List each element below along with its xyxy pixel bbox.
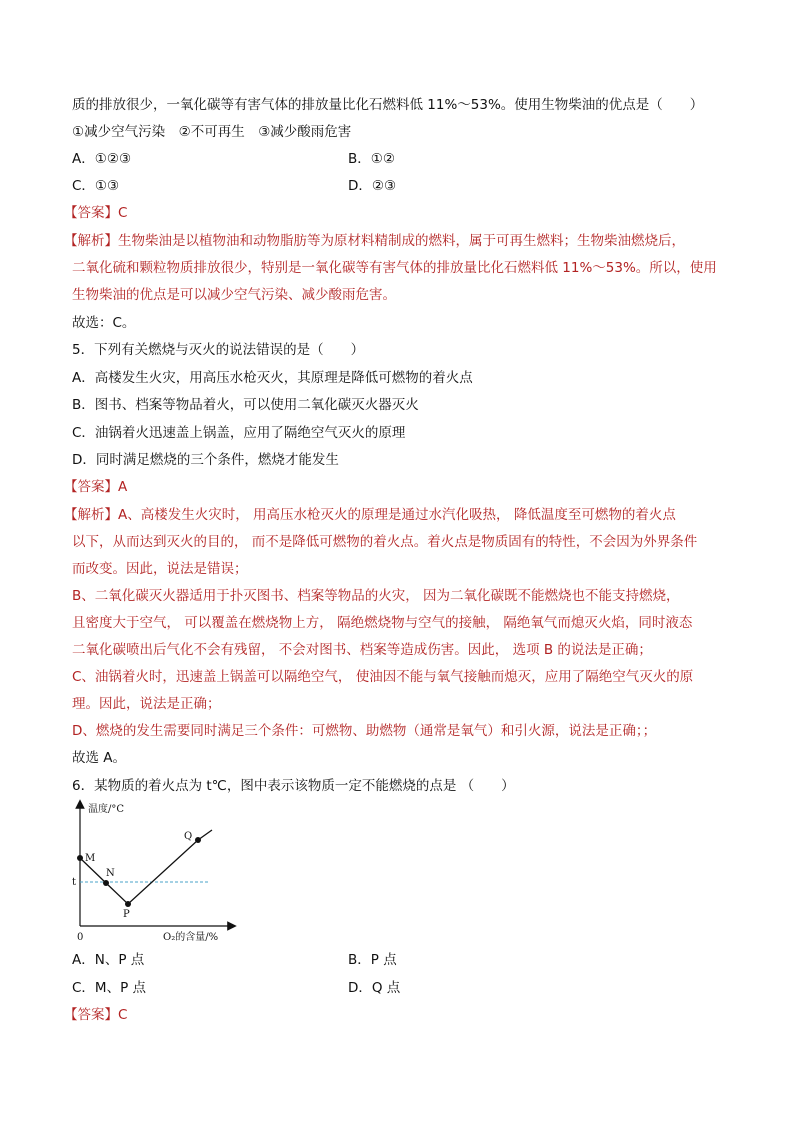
q5-analysis-9: D、燃烧的发生需要同时满足三个条件：可燃物、助燃物（通常是氧气）和引火源，说法是正确；； (72, 723, 657, 739)
q4-analysis-1 (64, 231, 685, 251)
q4-option-b: B．①② (348, 151, 395, 167)
point-m (77, 855, 83, 861)
answer-value: C (118, 1007, 128, 1023)
answer-tag: 【答案】 (64, 479, 118, 495)
point-n-label: N (106, 868, 115, 879)
q4-conclusion: 故选：C。 (72, 315, 136, 331)
q4-option-d: D．②③ (348, 178, 397, 194)
q6-stem: 6．某物质的着火点为 t℃，图中表示该物质一定不能燃烧的点是 （ ） (72, 778, 515, 794)
q5-answer (64, 477, 127, 497)
q5-option-b: B．图书、档案等物品着火，可以使用二氧化碳灭火器灭火 (72, 397, 419, 413)
q6-option-c: C．M、P 点 (72, 980, 147, 996)
point-m-label: M (85, 853, 96, 864)
q5-conclusion: 故选 A。 (72, 750, 127, 766)
q5-option-a: A．高楼发生火灾，用高压水枪灭火，其原理是降低可燃物的着火点 (72, 370, 473, 386)
analysis-tag: 【解析】 (64, 507, 118, 523)
answer-value: A (118, 479, 128, 495)
origin-label: 0 (77, 932, 84, 943)
q5-analysis-7: C、油锅着火时，迅速盖上锅盖可以隔绝空气， 使油因不能与氧气接触而熄灭，应用了隔绝空气灭火的原 (72, 669, 694, 685)
q5-analysis-6: 二氧化碳喷出后气化不会有残留， 不会对图书、档案等造成伤害。因此， 选项 B 的说法是正确； (72, 642, 652, 658)
analysis-tag: 【解析】 (64, 233, 118, 249)
point-n (103, 880, 109, 886)
q4-analysis-3: 生物柴油的优点是可以减少空气污染、减少酸雨危害。 (72, 287, 396, 303)
answer-tag: 【答案】 (64, 1007, 118, 1023)
q4-answer (64, 203, 127, 223)
q6-option-b: B．P 点 (348, 952, 397, 968)
y-axis-label: 温度/°C (88, 804, 125, 815)
q4-option-c: C．①③ (72, 178, 120, 194)
q5-analysis-4: B、二氧化碳灭火器适用于扑灭图书、档案等物品的火灾， 因为二氧化碳既不能燃烧也不能支持燃烧， (72, 588, 680, 604)
point-p (125, 901, 131, 907)
answer-tag: 【答案】 (64, 205, 118, 221)
q4-stem-cont: 质的排放很少，一氧化碳等有害气体的排放量比化石燃料低 11%～53%。使用生物柴油的优点是（ ） (72, 97, 704, 113)
q5-analysis-5: 且密度大于空气， 可以覆盖在燃烧物上方， 隔绝燃烧物与空气的接触， 隔绝氧气而熄灭火焰，同时液态 (72, 615, 693, 631)
q6-answer (64, 1005, 127, 1025)
q4-option-a: A．①②③ (72, 151, 132, 167)
t-label: t (72, 877, 77, 888)
analysis-text: 生物柴油是以植物油和动物脂肪等为原材料精制成的燃料，属于可再生燃料；生物柴油燃烧后， (118, 233, 685, 249)
point-p-label: P (123, 909, 130, 920)
q5-stem: 5．下列有关燃烧与灭火的说法错误的是（ ） (72, 342, 365, 358)
q5-analysis-1 (64, 505, 676, 525)
q4-analysis-2: 二氧化硫和颗粒物质排放很少，特别是一氧化碳等有害气体的排放量比化石燃料低 11%～53%。所以，使用 (72, 260, 717, 276)
q5-option-d: D．同时满足燃烧的三个条件，燃烧才能发生 (72, 452, 339, 468)
q5-analysis-8: 理。因此，说法是正确； (72, 696, 221, 712)
q5-analysis-3: 而改变。因此，说法是错误； (72, 561, 248, 577)
q5-analysis-2: 以下，从而达到灭火的目的， 而不是降低可燃物的着火点。着火点是物质固有的特性，不会因为外界条件 (72, 534, 698, 550)
q4-items: ①减少空气污染 ②不可再生 ③减少酸雨危害 (72, 124, 352, 140)
q6-option-a: A．N、P 点 (72, 952, 145, 968)
point-q (195, 837, 201, 843)
ignition-diagram (60, 798, 260, 948)
x-axis-label: O₂的含量/% (163, 932, 219, 943)
q6-option-d: D．Q 点 (348, 980, 401, 996)
q5-option-c: C．油锅着火迅速盖上锅盖，应用了隔绝空气灭火的原理 (72, 425, 406, 441)
analysis-text: A、高楼发生火灾时， 用高压水枪灭火的原理是通过水汽化吸热， 降低温度至可燃物的着火点 (118, 507, 676, 523)
point-q-label: Q (184, 831, 193, 842)
answer-value: C (118, 205, 128, 221)
